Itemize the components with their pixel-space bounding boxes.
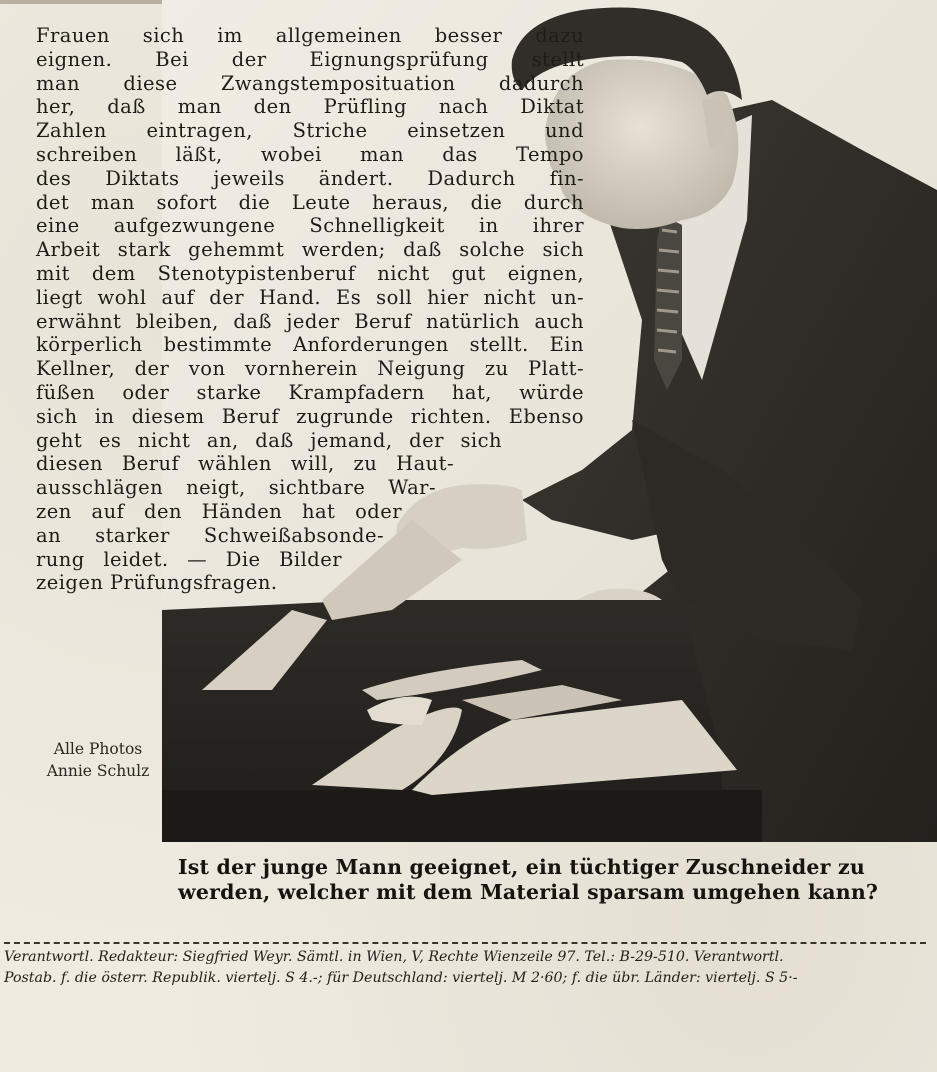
article-line: Kellner, der von vornherein Neigung zu Platt- <box>36 357 584 381</box>
photo-credit-line1: Alle Photos <box>53 740 143 758</box>
article-line: liegt wohl auf der Hand. Es soll hier nicht un- <box>36 285 584 309</box>
article-body <box>36 24 584 595</box>
article-line: eignen. Bei der Eignungsprüfung stellt <box>36 47 584 71</box>
separator-rule <box>4 942 926 944</box>
article-line: her, daß man den Prüfling nach Diktat <box>36 95 584 119</box>
article-line: Zahlen eintragen, Striche einsetzen und <box>36 119 584 143</box>
article-line: diesen Beruf wählen will, zu Haut- <box>36 452 454 476</box>
article-line: det man sofort die Leute heraus, die durch <box>36 190 584 214</box>
article-line: Frauen sich im allgemeinen besser dazu <box>36 24 584 47</box>
article-line: an starker Schweißabsonde- <box>36 523 384 547</box>
imprint <box>4 947 937 989</box>
article-line: geht es nicht an, daß jemand, der sich <box>36 428 502 452</box>
photo-caption <box>178 855 937 905</box>
imprint-line1: Verantwortl. Redakteur: Siegfried Weyr. Sämtl. in Wien, V, Rechte Wienzeile 97. Tel.: B-29-510. Verantwortl. <box>4 949 784 965</box>
article-line: schreiben läßt, wobei man das Tempo <box>36 142 584 166</box>
photo-credit-line2: Annie Schulz <box>46 762 150 780</box>
article-line: Arbeit stark gehemmt werden; daß solche sich <box>36 238 584 262</box>
article-line: ausschlägen neigt, sichtbare War- <box>36 476 436 500</box>
article-line: zen auf den Händen hat oder <box>36 499 402 523</box>
photo-credit <box>36 738 160 782</box>
caption-line1: Ist der junge Mann geeignet, ein tüchtiger Zuschneider zu <box>178 855 865 879</box>
article-line: man diese Zwangstemposituation dadurch <box>36 71 584 95</box>
article-line: rung leidet. — Die Bilder <box>36 547 342 571</box>
caption-line2: werden, welcher mit dem Material sparsam umgehen kann? <box>178 880 879 904</box>
article-line: sich in diesem Beruf zugrunde richten. Ebenso <box>36 404 584 428</box>
imprint-line2: Postab. f. die österr. Republik. viertelj. S 4.-; für Deutschland: viertelj. M 2·60; f. die übr. Länder: viertelj. S 5·- <box>4 970 798 986</box>
article-line: körperlich bestimmte Anforderungen stellt. Ein <box>36 333 584 357</box>
article-line: eine aufgezwungene Schnelligkeit in ihrer <box>36 214 584 238</box>
article-line: des Diktats jeweils ändert. Dadurch fin- <box>36 166 584 190</box>
article-line: mit dem Stenotypistenberuf nicht gut eignen, <box>36 261 584 285</box>
article-line: erwähnt bleiben, daß jeder Beruf natürlich auch <box>36 309 584 333</box>
article-line: füßen oder starke Krampfadern hat, würde <box>36 380 584 404</box>
article-line: zeigen Prüfungsfragen. <box>36 571 278 595</box>
